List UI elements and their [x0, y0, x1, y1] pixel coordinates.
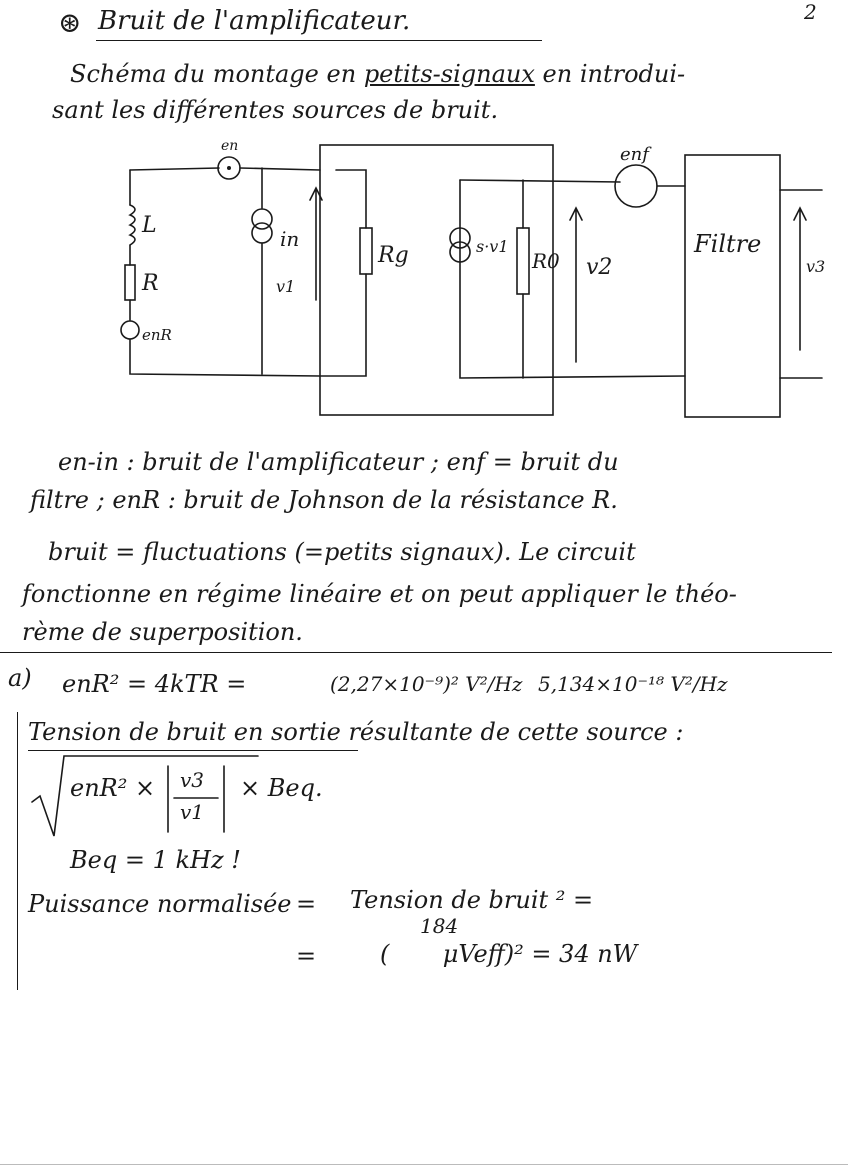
- wire-rg-top: [336, 170, 366, 228]
- eq-rhs: 5,134×10⁻¹⁸ V²/Hz: [538, 672, 728, 696]
- times-beq: × Beq.: [240, 774, 323, 802]
- power-eq-1: =: [296, 890, 317, 918]
- label-enf: enf: [620, 144, 649, 165]
- label-enR: enR: [142, 326, 172, 344]
- label-filter: Filtre: [694, 230, 762, 258]
- wire-filter-out: [780, 190, 822, 378]
- label-v2: v2: [586, 255, 613, 280]
- source-enf: [615, 165, 657, 207]
- label-in: in: [280, 227, 300, 251]
- resistor-R0: [517, 228, 529, 294]
- power-rhs-1: Tension de bruit ² =: [350, 886, 594, 914]
- resistor-Rg: [360, 228, 372, 274]
- wire-top-mid: [240, 168, 320, 170]
- frac-den: v1: [180, 800, 205, 824]
- section-separator: [0, 652, 832, 653]
- section-title: Bruit de l'amplificateur.: [98, 6, 411, 36]
- note-line-1: bruit = fluctuations (=petits signaux). Le circuit: [48, 538, 636, 566]
- legend-line-2: filtre ; enR : bruit de Johnson de la résistance R.: [30, 486, 618, 514]
- left-bracket: [17, 712, 18, 990]
- arrow-v3: [794, 208, 806, 350]
- power-label: Puissance normalisée: [28, 890, 292, 918]
- amplifier-box: [320, 145, 553, 415]
- note-line-3: rème de superposition.: [22, 618, 303, 646]
- beq-value: Beq = 1 kHz !: [70, 846, 241, 874]
- wire-rg-bottom: [320, 274, 366, 376]
- note-line-2: fonctionne en régime linéaire et on peut appliquer le théo-: [22, 580, 737, 608]
- eq-mid: (2,27×10⁻⁹)² V²/Hz: [330, 672, 523, 696]
- label-v3: v3: [806, 257, 826, 276]
- title-underline: [96, 40, 542, 41]
- part-a-label: a): [8, 664, 32, 692]
- power-rhs-2: ( μVeff)² = 34 nW: [380, 940, 638, 968]
- resistor-R: [125, 265, 135, 300]
- label-v1: v1: [276, 277, 296, 296]
- filter-box: [685, 155, 780, 417]
- wire-top-left: [130, 168, 219, 170]
- value-184: 184: [420, 914, 459, 938]
- label-R0: R0: [532, 249, 560, 273]
- inductor-L: [130, 205, 135, 245]
- source-enR: [121, 321, 139, 339]
- arrow-v2: [570, 208, 582, 362]
- intro-line-1-end: en introdui-: [542, 60, 686, 88]
- eq-lhs: enR² = 4kTR =: [62, 670, 247, 698]
- label-L: L: [142, 213, 157, 238]
- legend-line-1: en-in : bruit de l'amplificateur ; enf = bruit du: [58, 448, 619, 476]
- intro-line-1-start: Schéma du montage en: [70, 60, 357, 88]
- source-in-lower: [252, 223, 272, 243]
- intro-line-2: sant les différentes sources de bruit.: [52, 96, 499, 124]
- output-noise-text: Tension de bruit en sortie résultante de cette source :: [28, 718, 684, 746]
- label-sv1: s·v1: [476, 237, 509, 256]
- page-number: 2: [804, 0, 817, 24]
- page-bottom-edge: [0, 1164, 848, 1165]
- label-en: en: [221, 138, 239, 154]
- wire-bottom-left: [130, 339, 320, 376]
- wire-out-bottom: [460, 180, 685, 378]
- circuit-diagram: [0, 130, 848, 430]
- source-en-dot: [227, 166, 231, 170]
- intro-small-signals: petits-signaux: [363, 60, 535, 88]
- section-marker-icon: ⊛: [58, 6, 82, 39]
- output-noise-underline: [28, 750, 358, 751]
- sqrt-term: enR² ×: [70, 774, 156, 802]
- label-R: R: [142, 271, 159, 296]
- power-eq-2: =: [296, 942, 317, 970]
- frac-num: v3: [180, 768, 205, 792]
- wire-out-top: [460, 180, 620, 182]
- intro-line-1: [70, 60, 685, 88]
- label-Rg: Rg: [378, 243, 409, 268]
